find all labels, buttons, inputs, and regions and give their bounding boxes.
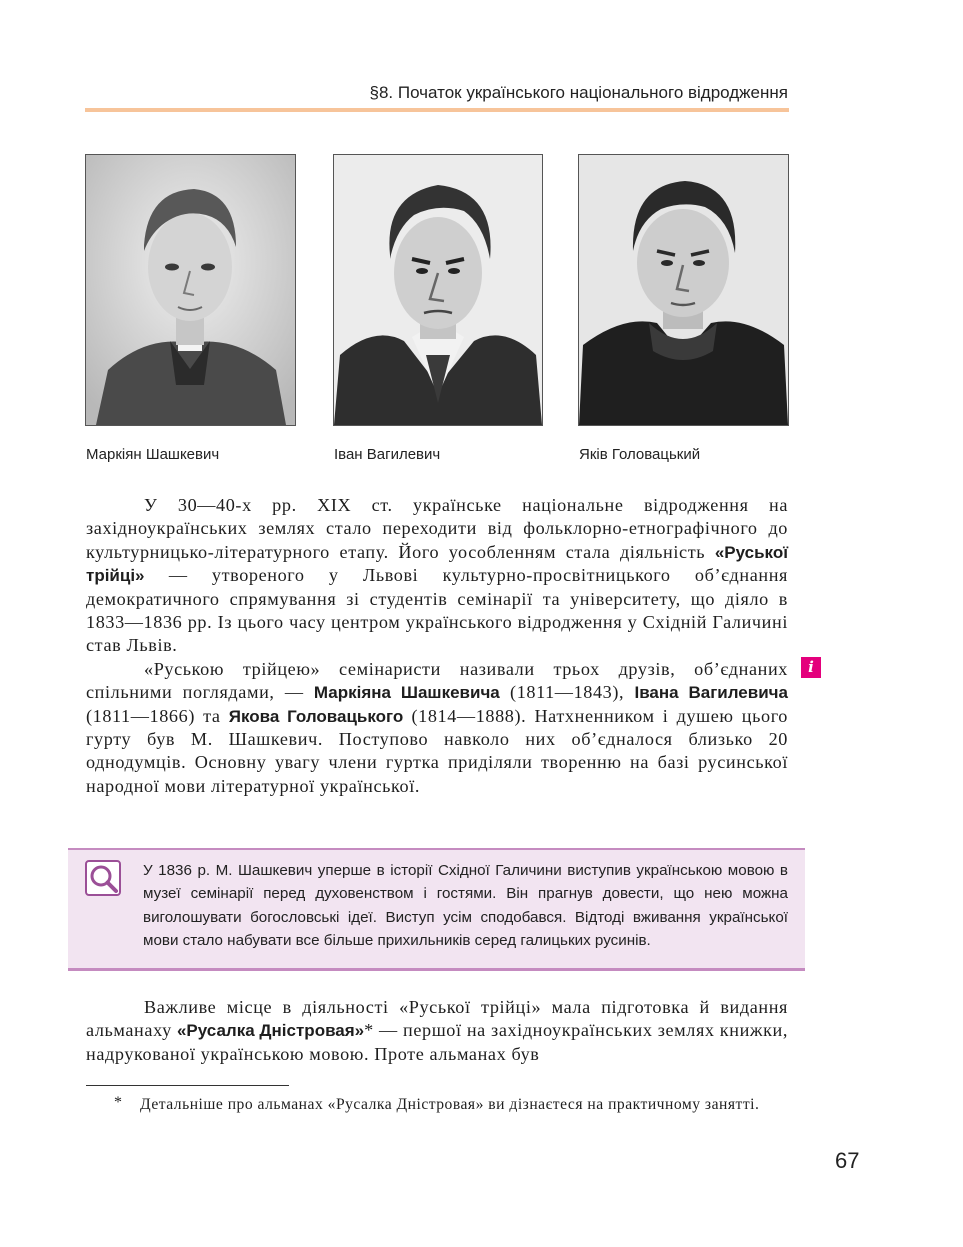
header-rule xyxy=(85,108,789,112)
note-text: У 1836 р. М. Шашкевич уперше в історії Східної Галичини виступив українською мовою в музеї семінарії перед духовенством і гостями. Він прагнув довести, що нею можна виголошувати богословські ідеї. Виступ усім сподобався. Відтоді вживання української мови стало набувати все більше прихильників серед галицьких русинів. xyxy=(143,862,788,950)
footnote-rule xyxy=(86,1085,289,1086)
portrait-holovatsky-image xyxy=(579,155,788,425)
text-run: (1811—1843), xyxy=(499,682,635,703)
portrait-vahylevych-image xyxy=(334,155,542,425)
text-run: (1814—1888). Натхненником і душею цього гурту був М. Шашкевич. Поступово навколо них об’єдналося близько 20 однодумців. Основну увагу члени гуртка приділяли творенню на базі русинської народної мови літературної української. xyxy=(86,705,788,796)
text-run: * — першої на західноукраїнських землях книжки, надрукованої українською мовою. Проте альманах був xyxy=(86,1020,788,1064)
portrait-shashkevych-image xyxy=(86,155,295,425)
text-run: Важливе місце в діяльності «Руської трійці» мала підготовка й видання альманаху xyxy=(86,997,788,1041)
portrait-holovatsky xyxy=(578,154,789,426)
main-text xyxy=(86,494,788,798)
running-title: §8. Початок українського національного відродження xyxy=(369,83,788,102)
text-run: У 30—40-х рр. XIX ст. українське національне відродження на західноукраїнських землях стало переходити від фольклорно-етнографічного до культурницько-літературного етапу. Його уособленням стала діяльність xyxy=(86,495,788,562)
portrait-caption: Яків Головацький xyxy=(579,446,701,463)
portrait-caption: Іван Вагилевич xyxy=(334,446,441,463)
text-run: (1811—1866) та xyxy=(86,705,229,726)
text-run: «Руською трійцею» семінаристи називали трьох друзів, об’єднаних спільними поглядами, — xyxy=(86,658,788,703)
name-vahylevych: Івана Вагилевича xyxy=(634,683,788,703)
name-holovatsky: Якова Головацького xyxy=(228,706,404,726)
info-marker-icon: i xyxy=(801,657,821,678)
portrait-vahylevych xyxy=(333,154,543,426)
text-run: — утвореного у Львові культурно-просвітницького об’єднання демократичного спрямування зі студентів семінарії та університету, що діяло в 1833—1836 рр. Із цього часу центром українського відродження у Східній Галичині став Львів. xyxy=(86,565,788,656)
footnote-mark: * xyxy=(114,1094,122,1111)
name-shashkevych: Маркіяна Шашкевича xyxy=(313,683,500,703)
note-box xyxy=(68,848,805,971)
paragraph-2 xyxy=(86,658,788,798)
portrait-caption: Маркіян Шашкевич xyxy=(86,446,220,463)
paragraph-3 xyxy=(86,996,788,1066)
page-number: 67 xyxy=(835,1148,860,1173)
main-text-continued xyxy=(86,996,788,1066)
magnifier-icon xyxy=(85,860,121,896)
term-ruska-triitsia: «Руської трійці» xyxy=(86,542,788,586)
footnote-text: Детальніше про альманах «Русалка Дністровая» ви дізнаєтеся на практичному занятті. xyxy=(140,1096,760,1113)
paragraph-1 xyxy=(86,494,788,658)
portrait-shashkevych xyxy=(85,154,296,426)
term-rusalka-dnistrovaia: «Русалка Дністровая» xyxy=(176,1021,365,1041)
